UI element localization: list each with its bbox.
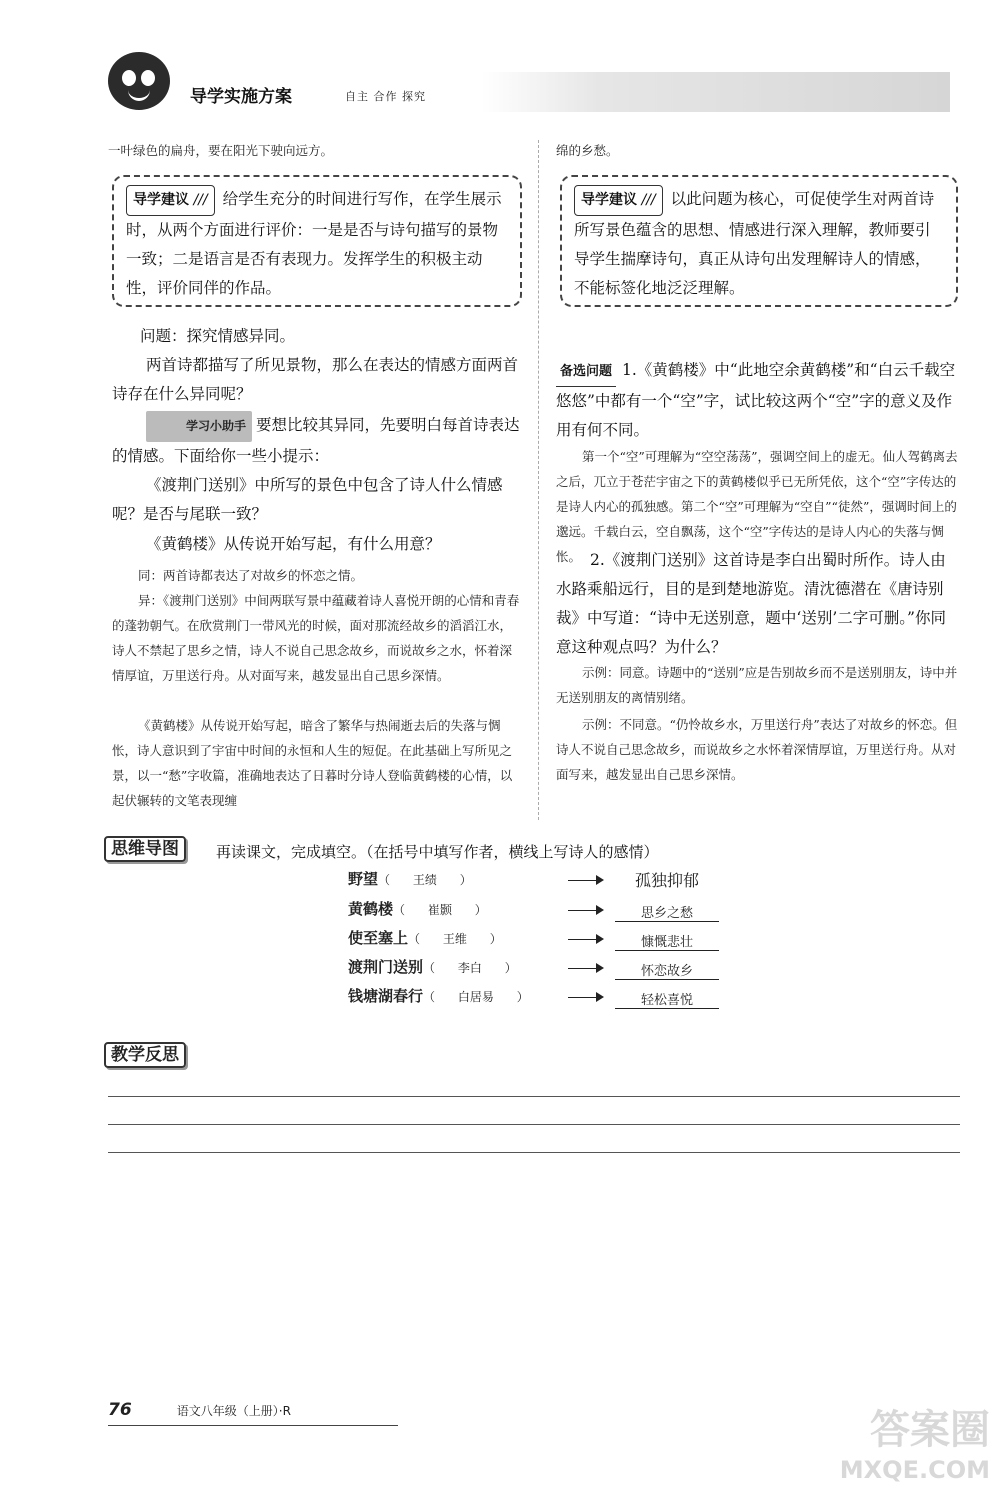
poem-author: 王维	[442, 932, 467, 946]
left-continued-line: 一叶绿色的扁舟，要在阳光下驶向远方。	[108, 143, 334, 158]
question-title: 问题：探究情感异同。	[140, 327, 296, 345]
column-divider	[538, 140, 539, 820]
poem-author: 李白	[457, 961, 482, 975]
reflection-line	[108, 1096, 960, 1097]
poem-title: 使至塞上	[348, 929, 409, 947]
helper-tag: 学习小助手	[146, 411, 252, 442]
reflection-tag-wrapper	[104, 1040, 186, 1065]
arrow-icon	[568, 997, 602, 998]
answer-diff-1: 异：《渡荆门送别》中间两联写景中蕴藏着诗人喜悦开朗的心情和青春的蓬勃朝气。在欣赏荆门一带风光的时候，面对那流经故乡的滔滔江水，诗人不禁起了思乡之情，诗人不说自己思念故乡，而说故乡之水，怀着深情厚谊，万里送行舟。从对面写来，越发显出自己思乡深情。	[112, 593, 520, 683]
watermark	[839, 1407, 990, 1490]
footer	[108, 1400, 291, 1420]
spare-answer-2b: 示例：不同意。“仍怜故乡水，万里送行舟”表达了对故乡的怀恋。但诗人不说自己思念故乡，而说故乡之水怀着深情厚谊，万里送行舟。从对面写来，越发显出自己思乡深情。	[556, 717, 958, 782]
guide-tag-right: 导学建议 ///	[574, 185, 663, 216]
right-continued-line: 绵的乡愁。	[556, 143, 619, 158]
mindmap-row: 钱塘湖春行（ 白居易 ） 轻松喜悦	[348, 985, 968, 1013]
guide-box-left	[112, 175, 522, 307]
mindmap-row: 使至塞上（ 王维 ） 慷慨悲壮	[348, 927, 968, 955]
poem-author: 白居易	[457, 990, 494, 1004]
poem-title: 野望	[348, 870, 379, 888]
mindmap-tag: 思维导图	[104, 836, 186, 862]
header-title: 导学实施方案	[190, 87, 292, 107]
poem-feeling: 怀恋故乡	[615, 960, 719, 980]
guide-text-left: 给学生充分的时间进行写作，在学生展示时，从两个方面进行评价：一是是否与诗句描写的景物一致；二是语言是否有表现力。发挥学生的积极主动性，评价同伴的作品。	[126, 190, 502, 297]
arrow-icon	[568, 939, 602, 940]
answer-diff-2: 《黄鹤楼》从传说开始写起，暗含了繁华与热闹逝去后的失落与惆怅，诗人意识到了宇宙中时间的永恒和人生的短促。在此基础上写所见之景，以一“愁”字收篇，准确地表达了日暮时分诗人登临黄鹤楼的心情，以起伏辗转的文笔表现缠	[112, 718, 513, 808]
poem-feeling: 孤独抑郁	[634, 871, 699, 890]
header-subtitle: 自主 合作 探究	[345, 90, 426, 103]
guide-tag-left: 导学建议 ///	[126, 185, 215, 216]
watermark-line-1: 答案圈	[870, 1407, 990, 1453]
mascot-logo	[108, 52, 170, 110]
mindmap-instruction: 再读课文，完成填空。（在括号中填写作者，横线上写诗人的感情）	[216, 843, 659, 861]
poem-title: 黄鹤楼	[348, 900, 394, 918]
poem-feeling: 轻松喜悦	[615, 989, 719, 1009]
helper-paragraph	[112, 411, 522, 471]
reflection-line	[108, 1124, 960, 1125]
mindmap-row: 黄鹤楼（ 崔颢 ） 思乡之愁	[348, 898, 968, 926]
poem-title: 钱塘湖春行	[348, 987, 424, 1005]
reflection-tag: 教学反思	[104, 1042, 186, 1068]
poem-title: 渡荆门送别	[348, 958, 424, 976]
page-number: 76	[108, 1400, 132, 1420]
guide-box-right	[560, 175, 958, 307]
spare-answer-2a: 示例：同意。诗题中的“送别”应是告别故乡而不是送别朋友，诗中并无送别朋友的离情别绪。	[556, 665, 958, 705]
arrow-icon	[568, 880, 602, 881]
arrow-icon	[568, 910, 602, 911]
helper-text: 要想比较其异同，先要明白每首诗表达的情感。下面给你一些小提示：	[112, 416, 520, 465]
poem-author: 崔颢	[427, 903, 452, 917]
spare-question-1-text: 1.《黄鹤楼》中“此地空余黄鹤楼”和“白云千载空悠悠”中都有一个“空”字，试比较这两个“空”字的意义及作用有何不同。	[556, 361, 956, 439]
footer-rule	[108, 1425, 398, 1426]
spare-question-2: 2.《渡荆门送别》这首诗是李白出蜀时所作。诗人由水路乘船远行，目的是到楚地游览。清沈德潜在《唐诗别裁》中写道：“诗中无送别意，题中‘送别’二字可删。”你同意这种观点吗？为什么？	[556, 551, 946, 656]
hint-2: 《黄鹤楼》从传说开始写起，有什么用意？	[146, 535, 441, 553]
spare-question-1	[556, 356, 960, 445]
poem-feeling: 思乡之愁	[615, 902, 719, 922]
question-body: 两首诗都描写了所见景物，那么在表达的情感方面两首诗存在什么异同呢？	[112, 356, 519, 403]
arrow-icon	[568, 968, 602, 969]
spare-question-tag: 备选问题	[556, 357, 616, 387]
watermark-line-2: MXQE.COM	[839, 1456, 990, 1484]
mindmap-row: 野望（ 王绩 ） 孤独抑郁	[348, 868, 968, 896]
book-title: 语文八年级（上册）·R	[176, 1404, 291, 1418]
mindmap-tag-wrapper	[104, 834, 186, 859]
hint-1: 《渡荆门送别》中所写的景色中包含了诗人什么情感呢？是否与尾联一致？	[112, 476, 503, 523]
answer-same: 同：两首诗都表达了对故乡的怀恋之情。	[138, 568, 364, 583]
mindmap-row: 渡荆门送别（ 李白 ） 怀恋故乡	[348, 956, 968, 984]
guide-text-right: 以此问题为核心，可促使学生对两首诗所写景色蕴含的思想、情感进行深入理解，教师要引导学生揣摩诗句，真正从诗句出发理解诗人的情感，不能标签化地泛泛理解。	[574, 190, 935, 297]
reflection-line	[108, 1152, 960, 1153]
poem-feeling: 慷慨悲壮	[615, 931, 719, 951]
poem-author: 王绩	[412, 873, 437, 887]
spare-answer-1: 第一个“空”可理解为“空空荡荡”，强调空间上的虚无。仙人驾鹤离去之后，兀立于苍茫宇宙之下的黄鹤楼似乎已无所凭依，这个“空”字传达的是诗人内心的孤独感。第二个“空”可理解为“空自”“徒然”，强调时间上的邈远。千载白云，空自飘荡，这个“空”字传达的是诗人内心的失落与惆怅。	[556, 449, 958, 564]
